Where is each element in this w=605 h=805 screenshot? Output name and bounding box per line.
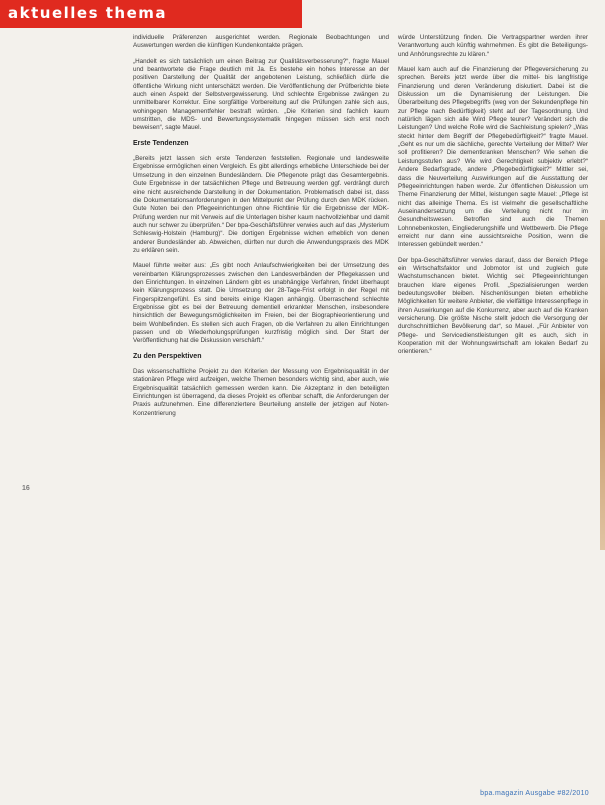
- article-column-right: [398, 34, 588, 364]
- paragraph: „Bereits jetzt lassen sich erste Tendenzen feststellen. Regionale und landesweite Ergebnisse ermöglichen einen Vergleich. Es gibt allerdings erhebliche Unterschiede bei der Umsetzung in den einzelnen Bundesländern. Die Pflegenote prägt das Gesamtergebnis. Gute Ergebnisse in der tatsächlichen Pflege und Betreuung werden ggf. verdrängt durch eine nicht ausreichende Darstellung in der Dokumentation. Problematisch dabei ist, dass die Dokumentationsanforderungen in den Mittelpunkt der Prüfung durch den MDK rücken. Gute Noten bei den Pflegeeinrichtungen ohne Richtlinie für die Ergebnisse der MDK-Prüfung werden nur mit Verweis auf die Unterlagen bisher kaum nachvollziehbar und damit auch nur schwer zu überprüfen.“ Der bpa-Geschäftsführer verwies auch auf das „Mysterium Schleswig-Holstein (Hamburg)“. Die dortigen Ergebnisse wichen erheblich von denen anderer Bundesländer ab. Abweichen, dürften nur durch die Anwendungspraxis des MDK zu erklären sein.: [133, 155, 389, 254]
- subheading: Zu den Perspektiven: [133, 352, 202, 360]
- paragraph: würde Unterstützung finden. Die Vertragspartner werden ihrer Verantwortung auch künftig wahrnehmen. Es gibt die Beteiligungs- und Anhörungsrechte zu klären.“: [398, 34, 588, 58]
- article-column-left: [133, 34, 389, 425]
- paragraph: Der bpa-Geschäftsführer verwies darauf, dass der Bereich Pflege ein Wirtschaftsfaktor und Jobmotor ist und zugleich gute Wachstumschancen bietet. Wichtig sei: Pflegeeinrichtungen brauchen klare eigenes Profil. „Spezialisierungen werden bedeutungsvoller bleiben. Nischenlösungen bieten erhebliche Möglichkeiten für weitere Anbieter, die vielfältige Interessenpflege in ihren Auswirkungen auf die Konkurrenz, aber auch auf die Kranken versicherung. Die größte Nische stellt jedoch die Versorgung der durchschnittlichen Bevölkerung dar“, so Mauel. „Für Anbieter von Pflege- und Servicedienstleistungen gilt es auch, sich in Kooperation mit der Wohnungswirtschaft am lokalen Bedarf zu orientieren.“: [398, 256, 588, 356]
- subheading: Erste Tendenzen: [133, 139, 189, 147]
- paragraph: Mauel kam auch auf die Finanzierung der Pflegeversicherung zu sprechen. Bereits jetzt werde über die mittel- bis langfristige Finanzierung und deren Veränderung diskutiert. Dabei ist die Diskussion um die Dynamisierung der Leistungen. Die Überarbeitung des Pflegebegriffs (weg von der Sekundenpflege hin zur Pflege nach Bedürftigkeit) steht auf der Tagesordnung. Und natürlich lägen sich alle Wird Pflege teurer? Verändert sich die Leistungen? Und welche Rolle wird die Sachleistung spielen? „Was steckt hinter dem Begriff der Pflegebedürftigkeit?“ fragte Mauel. „Geht es nur um die sächliche, gerechte Verteilung der Mittel? Wer soll profitieren? Die dementkranken Menschen? Wie sehen die Leistungsstufen aus? Wie wird Gerechtigkeit subjektiv erlebt?“ Andere Bedarfsgrade, andere „Pflegebedürftigkeit?“ Mittler sei, dass die Neuverteilung Auswirkungen auf die Ausstattung der Pflegeeinrichtungen haben werde. Zur öffentlichen Diskussion um Theme Finanzierung der Mittel, leistungen sagte Mauel: „Pflege ist nicht das alleinige Thema. Es ist vielmehr die gesellschaftliche Auseinandersetzung um die Verteilung nicht nur im Gesundheitswesen. Betroffen sind auch die Themen Lohnnebenkosten, Eingliederungshilfe und Wettbewerb. Die Pflege erreicht nur dann eine aussichtsreiche Position, wenn die Interessen gebündelt werden.“: [398, 66, 588, 249]
- paragraph: Das wissenschaftliche Projekt zu den Kriterien der Messung von Ergebnisqualität in der stationären Pflege wird aufzeigen, welche Themen besonders wichtig sind, aber auch, wie Ergebnisqualität tatsächlich gemessen werden kann. Die Akzeptanz in den beteiligten Einrichtungen ist überragend, da dieses Projekt es offenbar schafft, die Anforderungen der Praxis aufzunehmen. Eine differenziertere Beurteilung anstelle der jetzigen auf Noten-Konzentrierung: [133, 368, 389, 417]
- section-header: [0, 0, 302, 28]
- paragraph: „Handelt es sich tatsächlich um einen Beitrag zur Qualitätsverbesserung?“, fragte Mauel und beantwortete die Frage deutlich mit Ja. Es bestehe ein hohes Interesse an der positiven Darstellung der Qualität der angebotenen Leistung, schließlich dürfe die öffentliche Wirkung nicht unterschätzt werden. Die Veröffentlichung der Prüfberichte biete auch einen Aspekt der Selbstvergewisserung. Und schlechte Ergebnisse zwängen zu unmittelbarer Korrektur. Eine sorgfältige Vorbereitung auf die Prüfungen zahle sich aus, wohingegen Managementfehler bestraft würden. „Die Kriterien sind fachlich kaum umstritten, die MDS- und Bewertungssystematik hingegen müssen sich erst noch beweisen“, sagte Mauel.: [133, 57, 389, 132]
- paragraph: individuelle Präferenzen ausgerichtet werden. Regionale Beobachtungen und Auswertungen werden die künftigen Kundenkontakte prägen.: [133, 34, 389, 50]
- footer-issue: bpa.magazin Ausgabe #82/2010: [480, 790, 589, 797]
- page-number: 16: [22, 485, 30, 492]
- photo-edge: [600, 220, 605, 550]
- paragraph: Mauel führte weiter aus: „Es gibt noch Anlaufschwierigkeiten bei der Umsetzung des vereinbarten Klärungsprozesses zwischen den Landesverbänden der Pflegekassen und den Einrichtungen. In einzelnen Ländern gibt es unabhängige Verfahren, findet überhaupt kein Klärungsprozess statt. Die Umsetzung der 28-Tage-Frist erfolgt in der Regel mit Fingerspitzengefühl. Es sind bereits einige Klagen anhängig. Überraschend schlechte Ergebnisse gibt es bei der Betreuung dementiell erkrankter Menschen, insbesondere hinsichtlich der Bewegungsmöglichkeiten im Freien, bei der Biographieorientierung und beim Wohlbefinden. Es stellen sich auch Fragen, ob die Verfahren zu allen Einrichtungen passen und ob Wiederholungsprüfungen kurzfristig möglich sind. Der Start der Veröffentlichung hat die Diskussion verschärft.“: [133, 262, 389, 345]
- section-title: aktuelles thema: [8, 4, 168, 22]
